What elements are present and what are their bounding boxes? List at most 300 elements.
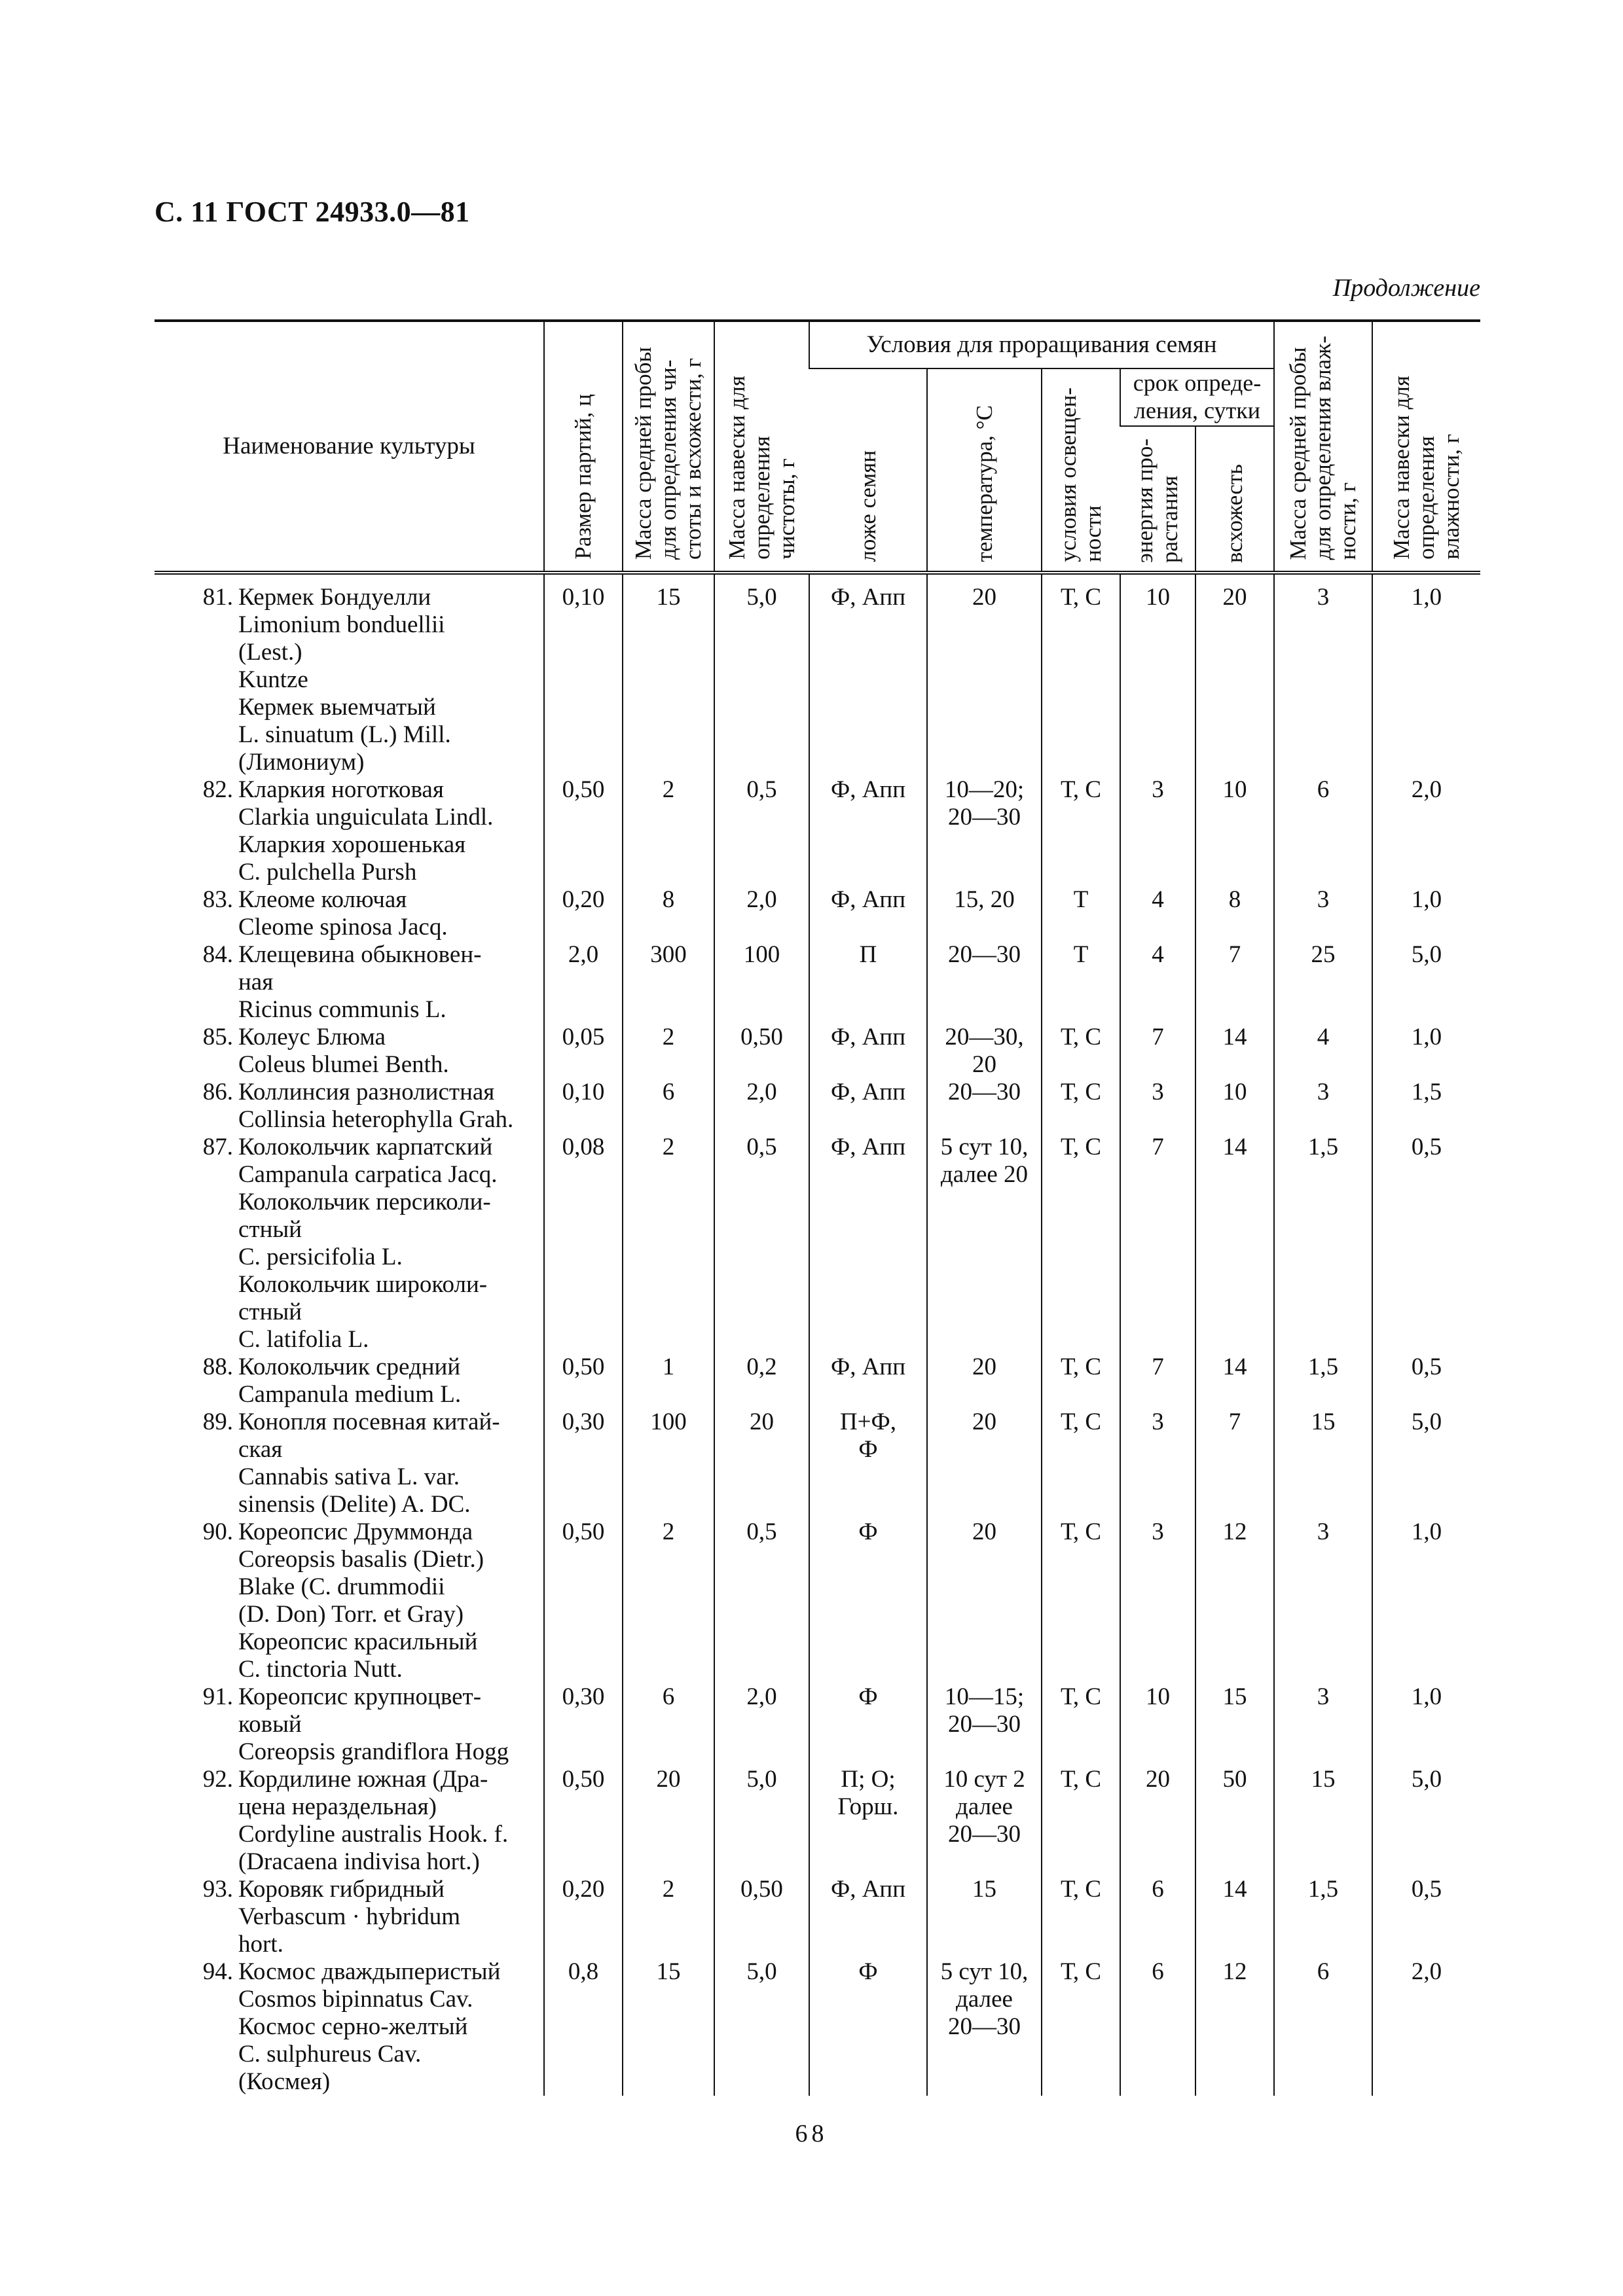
cell-light <box>1042 1408 1120 1518</box>
cell-bed <box>809 1134 927 1354</box>
cell-value: 20 <box>656 1766 681 1793</box>
cell-sample <box>623 1408 714 1518</box>
cell-value: Т, С <box>1060 1766 1102 1793</box>
cell-value: 14 <box>1222 1024 1247 1050</box>
cell-value: 20 <box>1146 1766 1170 1793</box>
cell-value: 0,5 <box>1411 1134 1442 1160</box>
cell-value: Т, С <box>1060 584 1102 611</box>
cell-value: 7 <box>1228 1408 1241 1435</box>
cell-value: 0,20 <box>562 886 605 913</box>
cell-energy <box>1120 1079 1195 1134</box>
cell-value: 0,08 <box>562 1134 605 1160</box>
crop-name-cell <box>155 1024 544 1079</box>
cell-value: 0,50 <box>562 1518 605 1545</box>
cell-temp <box>927 1958 1042 2096</box>
cell-sample <box>623 1024 714 1079</box>
cell-value: 2,0 <box>1411 776 1442 803</box>
crop-name-cell <box>155 1354 544 1408</box>
cell-value: 0,50 <box>740 1024 783 1050</box>
cell-temp <box>927 776 1042 886</box>
cell-moist-sample <box>1274 1518 1372 1683</box>
cell-moist-sample <box>1274 1876 1372 1958</box>
cell-light <box>1042 941 1120 1024</box>
cell-value: 15 <box>972 1876 996 1903</box>
cell-value: 10—20; 20—30 <box>944 776 1025 831</box>
cell-value: Т <box>1073 886 1089 913</box>
column-header-purity-weigh: Масса навески для определения чистоты, г <box>714 321 809 573</box>
cell-light <box>1042 1958 1120 2096</box>
table-row <box>155 776 1480 886</box>
row-number: 83. <box>202 886 233 913</box>
cell-value: 0,50 <box>562 1354 605 1380</box>
cell-lot <box>544 776 623 886</box>
cell-value: 6 <box>1152 1876 1164 1903</box>
cell-value: П; О; Горш. <box>837 1766 899 1820</box>
cell-value: Т, С <box>1060 776 1102 803</box>
cell-value: Т, С <box>1060 1518 1102 1545</box>
cell-value: 15, 20 <box>954 886 1015 913</box>
cell-value: 10 <box>1146 1683 1170 1710</box>
cell-value: Т <box>1073 941 1089 968</box>
cell-germ <box>1195 1683 1274 1766</box>
cell-moist-sample <box>1274 1079 1372 1134</box>
row-number: 93. <box>202 1876 233 1903</box>
cell-sample <box>623 1079 714 1134</box>
row-number: 86. <box>202 1079 233 1105</box>
cell-energy <box>1120 941 1195 1024</box>
column-group-determination-period: срок опреде- ления, сутки <box>1120 368 1274 426</box>
cell-value: 4 <box>1152 941 1164 968</box>
cell-value: 15 <box>1222 1683 1247 1710</box>
cell-value: 6 <box>1152 1958 1164 1985</box>
cell-purity <box>714 886 809 941</box>
cell-moist-weigh <box>1372 1024 1480 1079</box>
table-row <box>155 1876 1480 1958</box>
cell-value: Т, С <box>1060 1958 1102 1985</box>
cell-energy <box>1120 1766 1195 1876</box>
cell-value: 7 <box>1228 941 1241 968</box>
cell-lot <box>544 886 623 941</box>
crop-name-cell <box>155 1079 544 1134</box>
cell-value: Т, С <box>1060 1024 1102 1050</box>
cell-germ <box>1195 1518 1274 1683</box>
cell-temp <box>927 1354 1042 1408</box>
crop-name: Колеус Блюма Coleus blumei Benth. <box>238 1024 449 1078</box>
cell-purity <box>714 776 809 886</box>
cell-moist-weigh <box>1372 1518 1480 1683</box>
crop-name: Кордилине южная (Дра- цена нераздельная) Cordyline australis Hook. f. (Dracaena indivisa hort.) <box>238 1766 509 1875</box>
crop-name: Космос дваждыперистый Cosmos bipinnatus Cav. Космос серно-желтый C. sulphureus Cav. (Космея) <box>238 1958 501 2095</box>
cell-bed <box>809 941 927 1024</box>
column-group-germination-conditions: Условия для проращивания семян <box>809 321 1274 368</box>
cell-value: 2,0 <box>746 1683 777 1710</box>
table-row <box>155 1134 1480 1354</box>
cell-sample <box>623 573 714 776</box>
cell-energy <box>1120 1354 1195 1408</box>
cell-value: 14 <box>1222 1134 1247 1160</box>
cell-value: 3 <box>1317 1518 1330 1545</box>
cell-light <box>1042 1766 1120 1876</box>
cell-value: Ф <box>858 1518 878 1545</box>
cell-purity <box>714 1958 809 2096</box>
cell-energy <box>1120 1134 1195 1354</box>
cell-value: 12 <box>1222 1518 1247 1545</box>
cell-value: 20—30, 20 <box>945 1024 1024 1078</box>
cell-value: 10 сут 2 далее 20—30 <box>943 1766 1025 1848</box>
cell-bed <box>809 1766 927 1876</box>
cell-temp <box>927 1766 1042 1876</box>
cell-value: 0,5 <box>1411 1876 1442 1903</box>
cell-value: 8 <box>662 886 675 913</box>
cell-energy <box>1120 886 1195 941</box>
cell-value: 100 <box>743 941 780 968</box>
cell-value: 2,0 <box>746 1079 777 1105</box>
cell-value: 5,0 <box>746 1766 777 1793</box>
table-row <box>155 1079 1480 1134</box>
crop-name-cell <box>155 1876 544 1958</box>
cell-value: 5,0 <box>746 1958 777 1985</box>
cell-lot <box>544 1876 623 1958</box>
crop-name-cell <box>155 1683 544 1766</box>
cell-bed <box>809 1079 927 1134</box>
cell-lot <box>544 941 623 1024</box>
cell-value: 1,0 <box>1411 1518 1442 1545</box>
cell-value: 10—15; 20—30 <box>944 1683 1025 1738</box>
cell-germ <box>1195 776 1274 886</box>
cell-value: 0,10 <box>562 1079 605 1105</box>
cell-germ <box>1195 1766 1274 1876</box>
cell-germ <box>1195 1354 1274 1408</box>
cell-value: 0,8 <box>568 1958 599 1985</box>
cell-moist-weigh <box>1372 1876 1480 1958</box>
cell-moist-sample <box>1274 1766 1372 1876</box>
cell-lot <box>544 1408 623 1518</box>
crop-name-cell <box>155 776 544 886</box>
table-row <box>155 1518 1480 1683</box>
cell-light <box>1042 1876 1120 1958</box>
cell-value: Ф <box>858 1958 878 1985</box>
seed-standards-table <box>155 319 1480 2096</box>
cell-value: 20 <box>972 584 996 611</box>
cell-sample <box>623 776 714 886</box>
cell-germ <box>1195 886 1274 941</box>
cell-value: 7 <box>1152 1354 1164 1380</box>
table-row <box>155 1408 1480 1518</box>
cell-value: 1 <box>662 1354 675 1380</box>
cell-moist-weigh <box>1372 1766 1480 1876</box>
continuation-label: Продолжение <box>1332 274 1480 302</box>
row-number: 85. <box>202 1024 233 1050</box>
table-row <box>155 941 1480 1024</box>
cell-value: 0,50 <box>740 1876 783 1903</box>
cell-sample <box>623 941 714 1024</box>
cell-lot <box>544 573 623 776</box>
cell-value: 1,5 <box>1307 1134 1339 1160</box>
column-header-germination: всхожесть <box>1195 426 1274 573</box>
cell-value: 0,5 <box>746 1518 777 1545</box>
cell-value: Т, С <box>1060 1134 1102 1160</box>
cell-moist-sample <box>1274 886 1372 941</box>
cell-value: 20 <box>972 1518 996 1545</box>
cell-light <box>1042 886 1120 941</box>
cell-purity <box>714 1518 809 1683</box>
cell-lot <box>544 1766 623 1876</box>
crop-name: Кореопсис крупноцвет- ковый Coreopsis grandiflora Hogg <box>238 1683 509 1765</box>
cell-value: 6 <box>662 1683 675 1710</box>
cell-moist-sample <box>1274 1958 1372 2096</box>
cell-moist-weigh <box>1372 1134 1480 1354</box>
cell-light <box>1042 1079 1120 1134</box>
cell-value: 0,30 <box>562 1408 605 1435</box>
cell-purity <box>714 1134 809 1354</box>
cell-value: 14 <box>1222 1354 1247 1380</box>
cell-value: 0,50 <box>562 1766 605 1793</box>
page-title: С. 11 ГОСТ 24933.0—81 <box>155 196 470 228</box>
cell-value: 100 <box>650 1408 687 1435</box>
cell-value: 2,0 <box>1411 1958 1442 1985</box>
cell-moist-sample <box>1274 1354 1372 1408</box>
cell-germ <box>1195 1079 1274 1134</box>
cell-sample <box>623 1354 714 1408</box>
cell-sample <box>623 1518 714 1683</box>
cell-sample <box>623 1958 714 2096</box>
cell-purity <box>714 1683 809 1766</box>
cell-value: 1,0 <box>1411 584 1442 611</box>
cell-value: 5,0 <box>1411 941 1442 968</box>
crop-name: Конопля посевная китай- ская Cannabis sativa L. var. sinensis (Delite) A. DC. <box>238 1408 500 1518</box>
cell-value: 0,10 <box>562 584 605 611</box>
cell-value: П <box>859 941 877 968</box>
crop-name-cell <box>155 1766 544 1876</box>
cell-value: 300 <box>650 941 687 968</box>
row-number: 92. <box>202 1766 233 1793</box>
row-number: 87. <box>202 1134 233 1160</box>
cell-germ <box>1195 1024 1274 1079</box>
cell-moist-sample <box>1274 573 1372 776</box>
cell-value: Т, С <box>1060 1408 1102 1435</box>
cell-moist-weigh <box>1372 776 1480 886</box>
cell-value: 3 <box>1317 886 1330 913</box>
row-number: 89. <box>202 1408 233 1435</box>
cell-value: 15 <box>1311 1408 1336 1435</box>
crop-name-cell <box>155 941 544 1024</box>
cell-value: 3 <box>1152 776 1164 803</box>
cell-value: Ф, Апп <box>830 1354 906 1380</box>
cell-value: 2 <box>662 776 675 803</box>
cell-purity <box>714 1079 809 1134</box>
cell-value: 5 сут 10, далее 20 <box>940 1134 1029 1188</box>
cell-value: 14 <box>1222 1876 1247 1903</box>
cell-lot <box>544 1518 623 1683</box>
cell-light <box>1042 776 1120 886</box>
cell-temp <box>927 573 1042 776</box>
cell-light <box>1042 573 1120 776</box>
cell-purity <box>714 1876 809 1958</box>
cell-value: 5 сут 10, далее 20—30 <box>940 1958 1029 2040</box>
cell-light <box>1042 1024 1120 1079</box>
cell-value: 2,0 <box>746 886 777 913</box>
cell-value: 20 <box>1222 584 1247 611</box>
cell-value: П+Ф, Ф <box>839 1408 897 1463</box>
crop-name: Кларкия ноготковая Clarkia unguiculata Lindl. Кларкия хорошенькая C. pulchella Pursh <box>238 776 494 886</box>
cell-value: 5,0 <box>1411 1766 1442 1793</box>
crop-name-cell <box>155 886 544 941</box>
cell-purity <box>714 1354 809 1408</box>
cell-moist-weigh <box>1372 1354 1480 1408</box>
cell-value: 20—30 <box>948 1079 1021 1105</box>
cell-sample <box>623 886 714 941</box>
cell-value: 0,50 <box>562 776 605 803</box>
cell-light <box>1042 1518 1120 1683</box>
cell-moist-weigh <box>1372 886 1480 941</box>
cell-value: 5,0 <box>746 584 777 611</box>
cell-value: 1,5 <box>1411 1079 1442 1105</box>
cell-light <box>1042 1354 1120 1408</box>
cell-moist-sample <box>1274 1024 1372 1079</box>
cell-sample <box>623 1876 714 1958</box>
cell-value: 15 <box>1311 1766 1336 1793</box>
cell-germ <box>1195 573 1274 776</box>
crop-name-cell <box>155 1518 544 1683</box>
cell-value: 1,5 <box>1307 1876 1339 1903</box>
cell-value: 0,2 <box>746 1354 777 1380</box>
row-number: 91. <box>202 1683 233 1710</box>
row-number: 84. <box>202 941 233 968</box>
cell-value: Ф, Апп <box>830 776 906 803</box>
cell-moist-weigh <box>1372 941 1480 1024</box>
cell-moist-weigh <box>1372 1079 1480 1134</box>
cell-value: 7 <box>1152 1024 1164 1050</box>
cell-purity <box>714 1024 809 1079</box>
cell-bed <box>809 886 927 941</box>
cell-value: 3 <box>1152 1408 1164 1435</box>
cell-moist-weigh <box>1372 573 1480 776</box>
cell-moist-weigh <box>1372 1683 1480 1766</box>
cell-germ <box>1195 1408 1274 1518</box>
cell-purity <box>714 1766 809 1876</box>
cell-value: 5,0 <box>1411 1408 1442 1435</box>
table-row <box>155 1354 1480 1408</box>
cell-value: 50 <box>1222 1766 1247 1793</box>
cell-lot <box>544 1958 623 2096</box>
cell-value: 20—30 <box>948 941 1021 968</box>
cell-energy <box>1120 1518 1195 1683</box>
cell-value: 0,30 <box>562 1683 605 1710</box>
cell-bed <box>809 1024 927 1079</box>
cell-bed <box>809 1408 927 1518</box>
cell-value: Т, С <box>1060 1683 1102 1710</box>
crop-name: Клещевина обыкновен- ная Ricinus communis L. <box>238 941 482 1023</box>
cell-energy <box>1120 1408 1195 1518</box>
cell-temp <box>927 1408 1042 1518</box>
crop-name: Кореопсис Друммонда Coreopsis basalis (Dietr.) Blake (C. drummodii (D. Don) Torr. et Gray) Кореопсис красильный C. tinctoria Nutt. <box>238 1518 484 1683</box>
crop-name: Коллинсия разнолистная Collinsia heterophylla Grah. <box>238 1079 514 1133</box>
cell-value: 6 <box>662 1079 675 1105</box>
cell-lot <box>544 1683 623 1766</box>
cell-value: 3 <box>1317 584 1330 611</box>
cell-energy <box>1120 1683 1195 1766</box>
cell-germ <box>1195 941 1274 1024</box>
table-row <box>155 1958 1480 2096</box>
column-header-lot-size: Размер партий, ц <box>544 321 623 573</box>
table-row <box>155 886 1480 941</box>
cell-value: 1,0 <box>1411 1024 1442 1050</box>
cell-value: 2,0 <box>568 941 599 968</box>
cell-value: 1,0 <box>1411 886 1442 913</box>
cell-value: 10 <box>1222 1079 1247 1105</box>
cell-value: 20 <box>972 1408 996 1435</box>
cell-value: 3 <box>1152 1079 1164 1105</box>
column-header-temperature: температура, °С <box>927 368 1042 573</box>
crop-name: Коровяк гибридный Verbascum · hybridum hort. <box>238 1876 461 1958</box>
row-number: 90. <box>202 1518 233 1545</box>
cell-value: Ф, Апп <box>830 1134 906 1160</box>
cell-temp <box>927 1079 1042 1134</box>
column-header-seed-bed: ложе семян <box>809 368 927 573</box>
cell-germ <box>1195 1958 1274 2096</box>
cell-bed <box>809 573 927 776</box>
cell-temp <box>927 1024 1042 1079</box>
table-row <box>155 1766 1480 1876</box>
crop-name-cell <box>155 1134 544 1354</box>
cell-value: 8 <box>1228 886 1241 913</box>
cell-light <box>1042 1683 1120 1766</box>
cell-energy <box>1120 573 1195 776</box>
cell-temp <box>927 1518 1042 1683</box>
cell-value: 0,20 <box>562 1876 605 1903</box>
cell-bed <box>809 1354 927 1408</box>
cell-value: 0,5 <box>1411 1354 1442 1380</box>
page-number: 68 <box>795 2120 828 2147</box>
cell-value: 2 <box>662 1876 675 1903</box>
row-number: 94. <box>202 1958 233 1985</box>
cell-energy <box>1120 1024 1195 1079</box>
cell-value: 3 <box>1317 1683 1330 1710</box>
cell-temp <box>927 1876 1042 1958</box>
table-row <box>155 573 1480 776</box>
cell-moist-weigh <box>1372 1408 1480 1518</box>
cell-value: 2 <box>662 1134 675 1160</box>
column-header-germination-energy: энергия про- растания <box>1120 426 1195 573</box>
column-header-moisture-weigh: Масса навески для определения влажности, г <box>1372 321 1480 573</box>
cell-value: 6 <box>1317 776 1330 803</box>
cell-sample <box>623 1766 714 1876</box>
cell-value: 4 <box>1317 1024 1330 1050</box>
cell-value: Т, С <box>1060 1354 1102 1380</box>
cell-energy <box>1120 1958 1195 2096</box>
cell-value: Т, С <box>1060 1876 1102 1903</box>
cell-moist-sample <box>1274 776 1372 886</box>
table-row <box>155 1683 1480 1766</box>
cell-value: Ф, Апп <box>830 584 906 611</box>
cell-bed <box>809 1876 927 1958</box>
cell-energy <box>1120 1876 1195 1958</box>
cell-lot <box>544 1134 623 1354</box>
cell-temp <box>927 1683 1042 1766</box>
crop-name-cell <box>155 1408 544 1518</box>
cell-value: 15 <box>656 584 681 611</box>
column-header-moisture-sample-mass: Масса средней пробы для определения влаж- ности, г <box>1274 321 1372 573</box>
cell-lot <box>544 1354 623 1408</box>
cell-value: 4 <box>1152 886 1164 913</box>
cell-value: 2 <box>662 1518 675 1545</box>
cell-purity <box>714 941 809 1024</box>
cell-value: 3 <box>1317 1079 1330 1105</box>
column-header-avg-sample-mass: Масса средней пробы для определения чи- стоты и всхожести, г <box>623 321 714 573</box>
cell-lot <box>544 1024 623 1079</box>
cell-germ <box>1195 1876 1274 1958</box>
cell-value: 7 <box>1152 1134 1164 1160</box>
